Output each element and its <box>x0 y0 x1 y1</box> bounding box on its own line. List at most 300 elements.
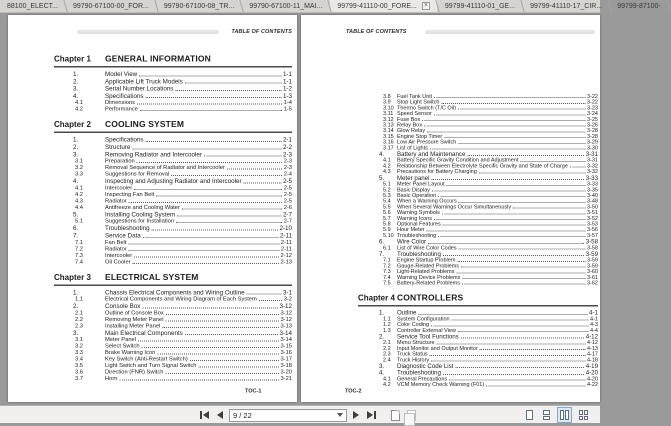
entry-page-number: 4-22 <box>586 381 598 388</box>
entry-page-number: 1-3 <box>282 92 292 100</box>
dot-leader <box>438 236 585 237</box>
entry-number: 2. <box>379 333 385 341</box>
entry-title: Hour Meter <box>397 226 425 233</box>
entry-title: Suggestions for Removal <box>105 171 170 178</box>
entry-page-number: 3-29 <box>586 139 598 146</box>
entry-page-number: 1-1 <box>282 70 292 78</box>
single-sheet-icon[interactable] <box>391 410 400 421</box>
toc-entry <box>54 106 292 113</box>
entry-page-number: 2-2 <box>282 143 292 151</box>
entry-title: Performance <box>105 106 138 113</box>
document-tab[interactable] <box>66 0 156 12</box>
entry-title: Troubleshooting <box>397 232 437 239</box>
entry-title: Glow Relay <box>397 127 426 134</box>
entry-number: 3.3 <box>75 349 83 356</box>
entry-number: 1.1 <box>383 315 391 322</box>
entry-number: 4. <box>73 177 79 185</box>
entry-number: 2.3 <box>383 351 391 358</box>
dot-leader <box>171 175 282 176</box>
document-tab[interactable] <box>330 0 437 12</box>
dot-leader <box>456 272 585 273</box>
entry-number: 4. <box>379 369 385 377</box>
entry-page-number: 4-18 <box>586 356 598 363</box>
entry-number: 2.3 <box>75 322 83 329</box>
entry-title: Installing Meter Panel <box>105 322 161 329</box>
entry-page-number: 2-13 <box>280 258 292 265</box>
entry-number: 5.2 <box>383 186 391 193</box>
page-header <box>8 28 297 36</box>
entry-number: 7.1 <box>75 239 83 246</box>
entry-page-number: 1-5 <box>283 106 292 113</box>
entry-number: 4.2 <box>383 162 391 169</box>
document-tab[interactable] <box>438 0 522 12</box>
entry-number: 5.6 <box>383 209 391 216</box>
entry-title: Precautions for Battery Charging <box>397 168 477 175</box>
navigation-toolbar <box>0 405 600 423</box>
entry-page-number: 2-10 <box>279 224 292 232</box>
toc-entry <box>358 251 598 258</box>
entry-page-number: 3-15 <box>280 343 292 350</box>
entry-title: Warning Device Problems <box>397 274 461 281</box>
entry-page-number: 2-12 <box>280 252 292 259</box>
entry-page-number: 3-59 <box>585 250 598 258</box>
next-page-button[interactable] <box>351 410 361 420</box>
dot-leader <box>442 103 586 104</box>
chapter-title: COOLING SYSTEM <box>105 119 185 130</box>
entry-title: Specifications <box>105 136 144 144</box>
entry-title: Removing Meter Panel <box>105 316 164 323</box>
dot-leader <box>444 137 585 138</box>
entry-title: Low Air Pressure Switch <box>397 139 457 146</box>
entry-number: 7.3 <box>75 252 83 259</box>
dot-leader <box>142 347 279 348</box>
entry-number: 4.2 <box>383 381 391 388</box>
entry-page-number: 3-53 <box>586 220 598 227</box>
entry-title: Applicable Lift Truck Models <box>105 77 183 85</box>
entry-page-number: 3-59 <box>586 257 598 264</box>
entry-page-number: 3-40 <box>586 192 598 199</box>
dot-leader <box>458 331 589 332</box>
toc-entry <box>358 334 598 341</box>
entry-page-number: 4-20 <box>585 369 598 377</box>
entry-number: 4.2 <box>75 191 83 198</box>
entry-number: 3.13 <box>383 122 394 129</box>
dot-leader <box>438 196 585 197</box>
continuous-mode-button[interactable] <box>540 407 553 423</box>
toc-block <box>54 54 292 113</box>
entry-number: 1. <box>73 70 79 78</box>
entry-number: 5.3 <box>383 192 391 199</box>
entry-number: 7.3 <box>383 268 391 275</box>
entry-page-number: 3-50 <box>586 203 598 210</box>
toc-entry <box>358 363 598 370</box>
dot-leader <box>437 343 586 344</box>
entry-number: 3. <box>73 329 79 337</box>
dot-leader <box>442 213 586 214</box>
entry-page-number: 3-62 <box>586 280 598 286</box>
entry-title: Direction (FNR) Switch <box>105 369 164 376</box>
entry-number: 3.17 <box>383 144 394 151</box>
toc-entry <box>358 239 598 246</box>
dot-leader <box>434 114 586 115</box>
toc-entry <box>358 175 598 182</box>
toc-entry <box>358 281 598 287</box>
dot-leader <box>462 284 586 285</box>
toc-block <box>54 120 292 266</box>
entry-number: 4.1 <box>383 375 391 382</box>
tab-label: 99790-67100-00_FOR... <box>72 2 149 10</box>
dot-leader <box>175 90 281 91</box>
entry-number: 3.12 <box>383 116 394 123</box>
entry-number: 7. <box>379 250 385 258</box>
entry-page-number: 3-60 <box>586 268 598 275</box>
entry-title: Structure <box>105 143 131 151</box>
entry-title: Battery-Related Problems <box>397 280 460 286</box>
entry-title: Specifications <box>105 92 144 100</box>
header-rule-bar <box>425 30 595 35</box>
toc-entry <box>358 310 598 317</box>
dot-leader <box>137 104 282 105</box>
entry-title: Suggestions for Installation <box>105 218 175 225</box>
entry-page-number: 2-5 <box>283 184 292 191</box>
entry-page-number: 3-12 <box>280 316 292 323</box>
entry-title: Horn <box>105 375 118 382</box>
dot-leader <box>137 162 282 163</box>
document-tab[interactable] <box>523 0 609 12</box>
toc-entry <box>54 259 292 266</box>
toc-entry <box>54 289 292 296</box>
dot-leader <box>162 327 279 328</box>
entry-number: 1.3 <box>383 327 391 334</box>
entry-number: 3. <box>73 85 79 93</box>
tab-bar <box>0 0 661 13</box>
dot-leader <box>134 189 282 190</box>
dot-leader <box>138 341 279 342</box>
header-title: TABLE OF CONTENTS <box>231 28 292 35</box>
tab-label: 88100_ELECT... <box>7 2 58 10</box>
dot-leader <box>449 380 585 381</box>
dot-leader <box>165 320 278 321</box>
dot-leader <box>443 225 586 226</box>
entry-page-number: 4-17 <box>586 351 598 358</box>
dot-leader <box>185 83 282 84</box>
dot-leader <box>165 373 279 374</box>
dot-leader <box>204 156 282 157</box>
page-footer: TOC-2 <box>345 388 362 394</box>
entry-page-number: 4-12 <box>585 333 598 341</box>
facing-pages-icon <box>560 410 564 420</box>
tab-label: 99799-87100- <box>617 2 661 10</box>
entry-title: Radiator <box>105 245 127 252</box>
entry-number: 4.3 <box>383 168 391 175</box>
toc-entry <box>54 232 292 239</box>
dot-leader <box>486 385 585 386</box>
dot-leader <box>430 355 586 356</box>
entry-page-number: 3-14 <box>279 329 292 337</box>
entry-title: Troubleshooting <box>105 224 150 232</box>
toc-entry <box>54 92 292 99</box>
entry-page-number: 3-24 <box>586 110 598 117</box>
toc-right <box>358 47 598 388</box>
dot-leader <box>152 229 278 230</box>
dot-leader <box>177 216 281 217</box>
entry-page-number: 3-21 <box>280 375 292 382</box>
entry-title: Light-Related Problems <box>397 268 455 275</box>
dot-leader <box>422 120 585 121</box>
toc-entry <box>54 143 292 150</box>
entry-page-number: 3-26 <box>586 122 598 129</box>
dot-leader <box>247 294 282 295</box>
entry-title: Troubleshooting <box>397 369 441 377</box>
entry-number: 7.5 <box>383 280 391 286</box>
stacked-sheets-icon[interactable] <box>407 410 416 421</box>
entry-page-number: 3-23 <box>586 104 598 111</box>
dot-leader <box>432 190 585 191</box>
first-page-button[interactable] <box>198 410 211 420</box>
entry-number: 5.1 <box>75 218 83 225</box>
entry-page-number: 4-20 <box>586 375 598 382</box>
entry-title: Electrical Components and Wiring Diagram of Each System <box>105 296 257 303</box>
tab-label: 99790-67100-08_TR... <box>163 2 235 10</box>
entry-page-number: 3-17 <box>280 356 292 363</box>
chapter-number: Chapter 4 <box>358 294 395 303</box>
dot-leader <box>479 172 586 173</box>
toc-entry <box>54 85 292 92</box>
page-header <box>301 28 600 36</box>
entry-page-number: 3-28 <box>586 127 598 134</box>
entry-title: Outline <box>397 309 417 317</box>
dot-leader <box>520 161 585 162</box>
entry-number: 3.2 <box>75 164 83 171</box>
entry-title: Fuel Tank Unit <box>397 93 433 100</box>
dot-leader <box>428 243 584 244</box>
entry-page-number: 3-56 <box>586 226 598 233</box>
entry-number: 4. <box>73 92 79 100</box>
entry-number: 3.8 <box>383 93 391 100</box>
toc-entry <box>358 382 598 388</box>
view-mode-group <box>523 407 591 423</box>
entry-page-number: 3-32 <box>586 168 598 175</box>
entry-number: 2. <box>73 143 79 151</box>
entry-number: 2.2 <box>75 316 83 323</box>
dot-leader <box>157 354 279 355</box>
entry-title: Basic Display <box>397 186 431 193</box>
page-left <box>8 15 297 402</box>
dot-leader <box>430 149 586 150</box>
entry-page-number: 2-4 <box>283 171 292 178</box>
single-page-mode-button[interactable] <box>523 407 536 423</box>
last-page-button[interactable] <box>365 410 378 420</box>
entry-title: Brake Warning Icon <box>105 349 156 356</box>
entry-title: Fan Belt <box>105 239 127 246</box>
document-tab[interactable] <box>0 0 65 12</box>
entry-page-number: 2-11 <box>280 239 292 246</box>
entry-number: 3.9 <box>383 99 391 106</box>
chapter-heading <box>358 293 598 307</box>
entry-page-number: 2-5 <box>283 197 292 204</box>
entry-number: 5.4 <box>383 198 391 205</box>
dot-leader <box>140 110 282 111</box>
entry-number: 2.1 <box>75 309 83 316</box>
entry-title: Intercooler <box>105 252 133 259</box>
entry-title: Basic Operation <box>397 192 437 199</box>
chapter-number: Chapter 3 <box>54 273 91 282</box>
last-page-icon <box>374 411 376 419</box>
entry-number: 7.1 <box>383 257 391 264</box>
entry-page-number: 3-2 <box>283 296 292 303</box>
page-number-box[interactable] <box>229 409 347 422</box>
dot-leader <box>119 380 279 381</box>
entry-number: 5.8 <box>383 220 391 227</box>
dot-leader <box>443 374 584 375</box>
entry-number: 7.4 <box>75 258 83 265</box>
entry-title: When Several Warnings Occur Simultaneously <box>397 203 512 210</box>
entry-title: General Precautions <box>397 375 448 382</box>
previous-page-button[interactable] <box>215 410 225 420</box>
entry-page-number: 3-13 <box>280 322 292 329</box>
toc-entry <box>358 370 598 377</box>
entry-page-number: 3-57 <box>586 232 598 239</box>
entry-number: 2. <box>73 77 79 85</box>
entry-page-number: 2-3 <box>282 150 292 158</box>
chapter-title: ELECTRICAL SYSTEM <box>105 272 199 282</box>
entry-page-number: 3-52 <box>586 215 598 222</box>
entry-title: Gauge-Related Problems <box>397 262 460 269</box>
facing-pages-mode-button[interactable] <box>557 407 572 423</box>
entry-page-number: 2-7 <box>283 218 292 225</box>
entry-page-number: 3-16 <box>280 349 292 356</box>
entry-number: 2.1 <box>383 339 391 346</box>
single-page-icon <box>526 410 533 420</box>
entry-number: 7. <box>73 231 79 239</box>
entry-page-number: 2-6 <box>283 204 292 211</box>
entry-title: Relationship Between Electrolyte Specific Gravity and State of Charge <box>397 162 568 169</box>
entry-title: Chassis Electrical Components and Wiring Outline <box>105 288 245 296</box>
entry-title: Light Switch and Turn Signal Switch <box>105 362 197 369</box>
entry-page-number: 1-2 <box>282 85 292 93</box>
entry-page-number: 3-59 <box>586 262 598 269</box>
toc-entry <box>54 211 292 218</box>
entry-number: 4.1 <box>75 99 83 106</box>
entry-title: Battery Specific Gravity Condition and Adjustment <box>397 157 519 164</box>
toc-entry <box>54 151 292 158</box>
entry-page-number: 3-58 <box>585 238 598 246</box>
entry-page-number: 3-28 <box>586 133 598 140</box>
entry-title: Meter Panel Layout <box>397 181 445 188</box>
toc-entry <box>54 178 292 185</box>
dot-leader <box>146 141 282 142</box>
entry-title: Diagnostic Code List <box>397 362 454 370</box>
dot-leader <box>198 367 279 368</box>
document-tab[interactable] <box>157 0 241 12</box>
continuous-pages-icon <box>543 410 550 420</box>
dot-leader <box>459 248 586 249</box>
tab-label: 99799-41110-17_CIR... <box>530 2 603 10</box>
dot-leader <box>182 208 282 209</box>
entry-number: 5.9 <box>383 226 391 233</box>
entry-title: Dimensions <box>105 99 136 106</box>
dot-leader <box>431 325 588 326</box>
entry-title: Installing Cooling System <box>105 210 176 218</box>
document-tab[interactable] <box>610 0 668 12</box>
entry-page-number: 3-22 <box>586 93 598 100</box>
entry-title: Stop Light Switch <box>397 99 440 106</box>
entry-title: Service Data <box>105 231 141 239</box>
dot-leader <box>424 126 585 127</box>
chapter-title: GENERAL INFORMATION <box>105 54 211 64</box>
entry-number: 2.4 <box>383 356 391 363</box>
dot-leader <box>467 155 584 156</box>
entry-title: VCM Memory Check Warning (F01) <box>397 381 485 388</box>
dot-leader <box>132 148 281 149</box>
entry-number: 3.3 <box>75 171 83 178</box>
dot-leader <box>134 256 279 257</box>
dot-leader <box>459 202 586 203</box>
entry-page-number: 3-30 <box>586 144 598 151</box>
entry-number: 7.2 <box>383 262 391 269</box>
entry-title: Menu Structure <box>397 339 435 346</box>
dot-leader <box>452 320 589 321</box>
entry-number: 3.1 <box>75 158 83 165</box>
toc-entry <box>54 71 292 78</box>
page-list-dropdown-icon[interactable] <box>337 413 343 417</box>
entry-title: Console Box <box>105 302 141 310</box>
dot-leader <box>431 361 585 362</box>
dot-leader <box>480 349 586 350</box>
document-tab[interactable] <box>242 0 329 12</box>
entry-title: System Configuration <box>397 315 450 322</box>
header-title: TABLE OF CONTENTS <box>346 28 407 35</box>
sheet-buttons <box>391 410 416 421</box>
dot-leader <box>128 243 279 244</box>
header-rule-bar <box>77 30 219 35</box>
entry-number: 3.2 <box>75 343 83 350</box>
entry-page-number: 3-35 <box>586 186 598 193</box>
entry-page-number: 4-1 <box>589 309 598 317</box>
entry-number: 5.10 <box>383 232 394 239</box>
entry-number: 3.14 <box>383 127 394 134</box>
entry-number: 3.4 <box>75 356 83 363</box>
entry-page-number: 3-12 <box>280 309 292 316</box>
entry-number: 2. <box>73 302 79 310</box>
toc-entry <box>54 303 292 310</box>
entry-title: Removing Radiator and Intercooler <box>105 150 202 158</box>
entry-title: Model View <box>105 70 138 78</box>
entry-number: 5. <box>379 174 385 182</box>
entry-number: 5. <box>73 210 79 218</box>
entry-page-number: 2-11 <box>280 245 292 252</box>
page-indicator: 9 / 22 <box>233 410 252 420</box>
entry-page-number: 2-5 <box>283 191 292 198</box>
entry-title: Controller External View <box>397 327 456 334</box>
dot-leader <box>458 109 586 110</box>
dot-leader <box>434 219 586 220</box>
entry-title: Serial Number Locations <box>105 85 174 93</box>
entry-title: Inspecting and Adjusting Radiator and Intercooler <box>105 177 242 185</box>
tab-close-icon[interactable]: × <box>423 2 428 9</box>
entry-title: Truck History <box>397 356 430 363</box>
entry-number: 4.1 <box>383 157 391 164</box>
entry-title: Truck Status <box>397 351 428 358</box>
entry-page-number: 3-12 <box>279 302 292 310</box>
entry-title: Oil Cooler <box>105 258 131 265</box>
chapter-heading <box>54 54 292 68</box>
continuous-facing-mode-button[interactable] <box>576 407 591 423</box>
chapter-title: CONTROLLERS <box>397 293 464 303</box>
dot-leader <box>447 185 586 186</box>
page-right <box>301 15 600 402</box>
document-viewer[interactable] <box>0 13 600 405</box>
